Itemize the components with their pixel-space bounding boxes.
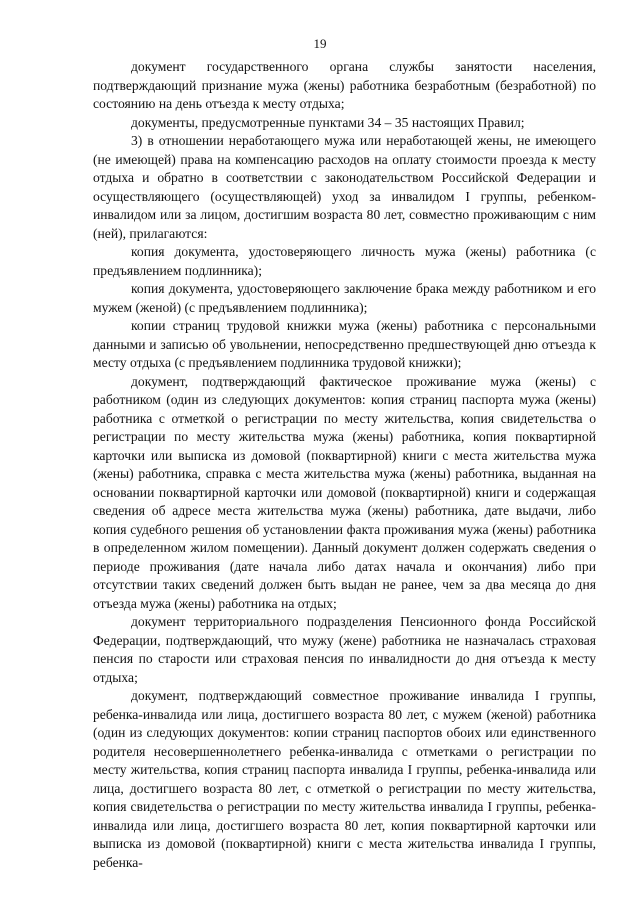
paragraph-unemployment-document: документ государственного органа службы занятости населения, подтверждающий признание мужа (жены) работника безработным (безработной) по состоянию на день отъезда к месту отдыха; [93,59,596,111]
paragraph-employment-book: копии страниц трудовой книжки мужа (жены) работника с персональными данными и записью об увольнении, непосредственно предшествующей дню отъезда к месту отдыха (с предъявлением подлинника трудовой книжки); [93,318,596,370]
document-body [93,58,596,872]
paragraph-documents-per-rules: документы, предусмотренные пунктами 34 – 35 настоящих Правил; [131,114,525,130]
paragraph-marriage-copy: копия документа, удостоверяющего заключение брака между работником и его мужем (женой) (с предъявлением подлинника); [93,281,596,315]
paragraph-identity-copy: копия документа, удостоверяющего личность мужа (жены) работника (с предъявлением подлинника); [93,244,596,278]
page-number: 19 [313,36,327,51]
paragraph-cohabitation-proof: документ, подтверждающий совместное проживание инвалида I группы, ребенка-инвалида или лица, достигшего возраста 80 лет, с мужем (женой) работника (один из следующих документов: копии страниц паспортов обоих или единственного родителя несовершеннолетнего ребенка-инвалида с отметками о регистрации по месту жительства, копия страниц паспорта инвалида I группы, ребенка-инвалида или лица, достигшего возраста 80 лет, с отметкой о регистрации по месту жительства, копия свидетельства о регистрации по месту жительства инвалида I группы, ребенка-инвалида или лица, достигшего возраста 80 лет, копия поквартирной карточки или выписка из домовой (поквартирной) книги с места жительства инвалида I группы, ребенка- [93,688,596,870]
paragraph-pension-fund: документ территориального подразделения Пенсионного фонда Российской Федерации, подтверждающий, что мужу (жене) работника не назначалась страховая пенсия по старости или страховая пенсия по инвалидности до дня отъезда к месту отдыха; [93,614,596,685]
paragraph-residence-proof: документ, подтверждающий фактическое проживание мужа (жены) с работником (один из следующих документов: копия страниц паспорта мужа (жены) работника с отметкой о регистрации по месту жительства, копия свидетельства о регистрации по месту жительства мужа (жены) работника, копия поквартирной карточки или выписка из домовой (поквартирной) книги с места жительства мужа (жены) работника, справка с места жительства мужа (жены) работника, выданная на основании поквартирной карточки или домовой (поквартирной) книги и содержащая сведения об адресе места жительства мужа (жены) работника, дате выдачи, либо копия судебного решения об установлении факта проживания мужа (жены) работника в определенном жилом помещении). Данный документ должен содержать сведения о периоде проживания (дате начала либо датах начала и окончания) либо при отсутствии таких сведений должен быть выдан не ранее, чем за два месяца до дня отъезда мужа (жены) работника на отдых; [93,373,596,611]
paragraph-item-3: 3) в отношении неработающего мужа или неработающей жены, не имеющего (не имеющей) права на компенсацию расходов на оплату стоимости проезда к месту отдыха и обратно в соответствии с законодательством Российской Федерации и осуществляющего (осуществляющей) уход за инвалидом I группы, ребенком-инвалидом или за лицом, достигшим возраста 80 лет, совместно проживающим с ним (ней), прилагаются: [93,133,596,241]
